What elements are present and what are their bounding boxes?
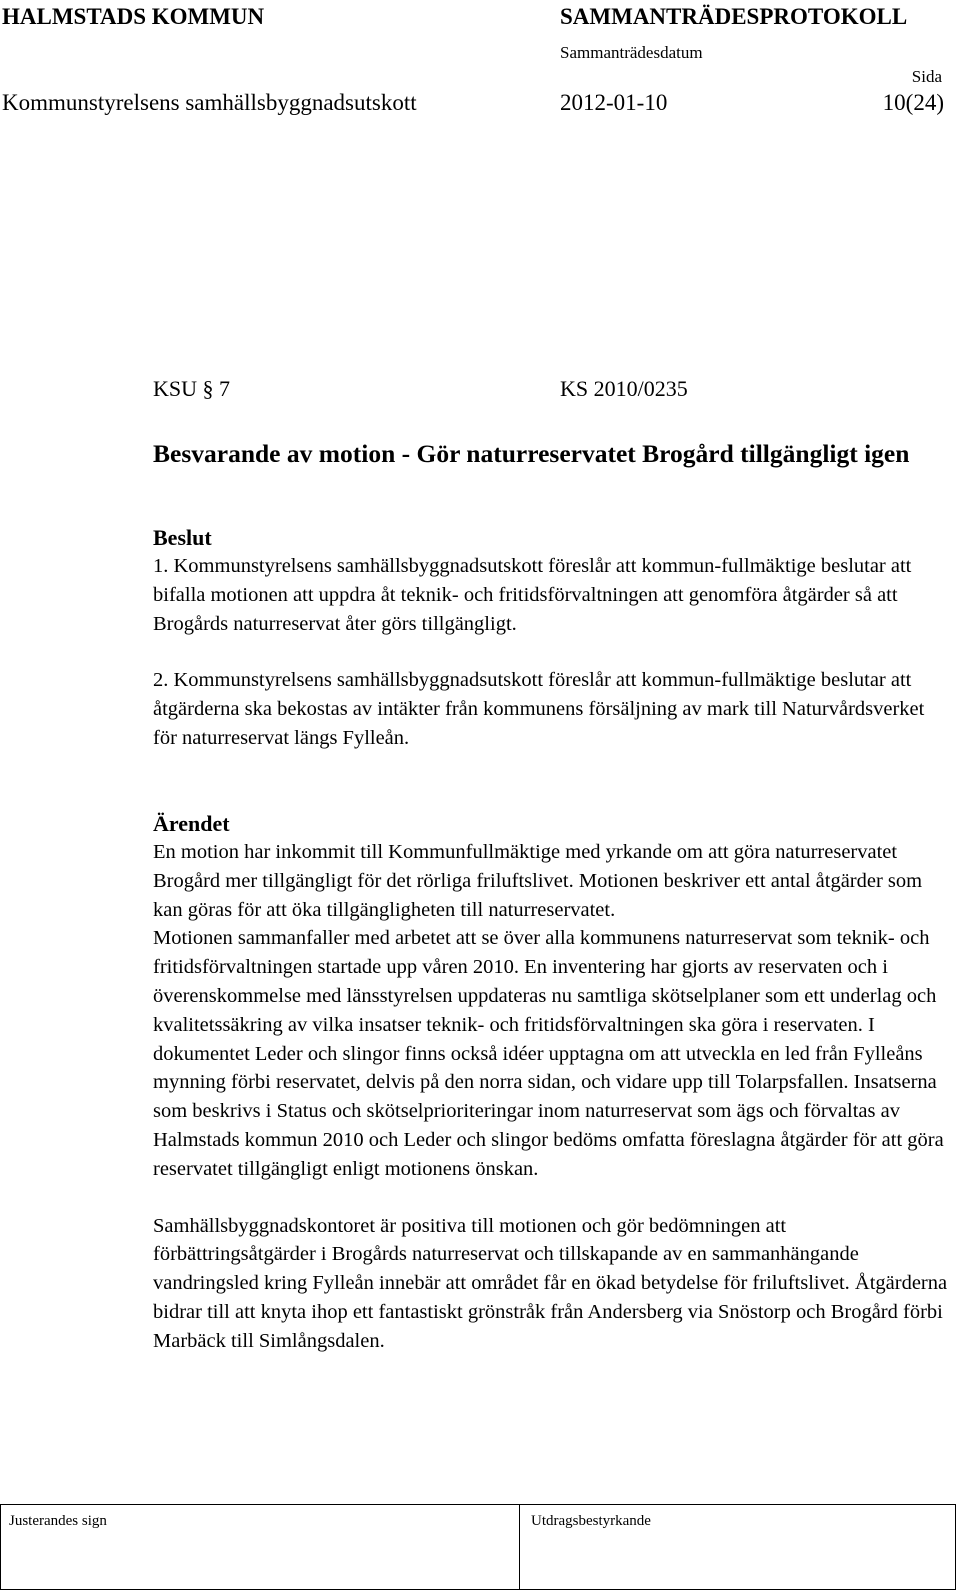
adjuster-signature-label: Justerandes sign: [9, 1513, 107, 1529]
matter-paragraph: Samhällsbyggnadskontoret är positiva till motionen och gör bedömningen att förbättringsåtgärder i Brogårds naturreservat och tillskapande av en sammanhängande vandringsled kring Fylleån innebär att området får en ökad betydelse för friluftslivet. Åtgärderna bidrar till att knyta ihop ett fantastiskt grönstråk från Andersberg via Snöstorp och Brogård förbi Marbäck till Simlångsdalen.: [153, 1214, 948, 1352]
municipality-name: HALMSTADS KOMMUN: [2, 4, 265, 29]
extract-certification-label: Utdragsbestyrkande: [531, 1513, 651, 1529]
document-type: SAMMANTRÄDESPROTOKOLL: [560, 4, 908, 29]
decision-heading: Beslut: [153, 525, 212, 550]
matter-heading: Ärendet: [153, 811, 230, 836]
decision-item: 1. Kommunstyrelsens samhällsbyggnadsutskott föreslår att kommun-fullmäktige beslutar att bifalla motionen att uppdra åt teknik- och fritidsförvaltningen att genomföra åtgärder så att Brogårds naturreservat åter görs tillgängligt.: [153, 555, 912, 635]
committee-name: Kommunstyrelsens samhällsbyggnadsutskott: [2, 90, 417, 115]
decision-section: [153, 524, 953, 753]
matter-section: [153, 810, 953, 1356]
page-title: Besvarande av motion - Gör naturreservatet Brogård tillgängligt igen: [153, 439, 910, 468]
case-reference: KS 2010/0235: [560, 376, 688, 401]
footer-divider: [519, 1505, 520, 1589]
page-label: Sida: [911, 67, 942, 86]
paragraph-number: KSU § 7: [153, 376, 231, 401]
signature-footer: [0, 1504, 956, 1590]
matter-paragraph: En motion har inkommit till Kommunfullmäktige med yrkande om att göra naturreservatet Brogård mer tillgängligt för det rörliga friluftslivet. Motionen beskriver ett antal åtgärder som kan göras för att öka tillgängligheten till naturreservatet.: [153, 841, 923, 921]
meeting-date: 2012-01-10: [560, 90, 668, 115]
page-number: 10(24): [882, 90, 944, 115]
meeting-date-label: Sammanträdesdatum: [560, 43, 703, 62]
matter-paragraph: Motionen sammanfaller med arbetet att se över alla kommunens naturreservat som teknik- och fritidsförvaltningen startade upp våren 2010. En inventering har gjorts av reservaten och i överenskommelse med länsstyrelsen uppdateras nu samtliga skötselplaner som ett underlag och kvalitetssäkring av vilka insatser teknik- och fritidsförvaltningen ska göra i reservaten. I dokumentet Leder och slingor finns också idéer upptagna om att utveckla en led från Fylleåns mynning förbi reservatet, delvis på den norra sidan, och vidare upp till Tolarpsfallen. Insatserna som beskrivs i Status och skötselprioriteringar inom naturreservat som ägs och förvaltas av Halmstads kommun 2010 och Leder och slingor bedöms omfatta föreslagna åtgärder för att göra reservatet tillgängligt enligt motionens önskan.: [153, 927, 944, 1180]
decision-item: 2. Kommunstyrelsens samhällsbyggnadsutskott föreslår att kommun-fullmäktige beslutar att åtgärderna ska bekostas av intäkter från kommunens försäljning av mark till Naturvårdsverket för naturreservat längs Fylleån.: [153, 669, 925, 749]
